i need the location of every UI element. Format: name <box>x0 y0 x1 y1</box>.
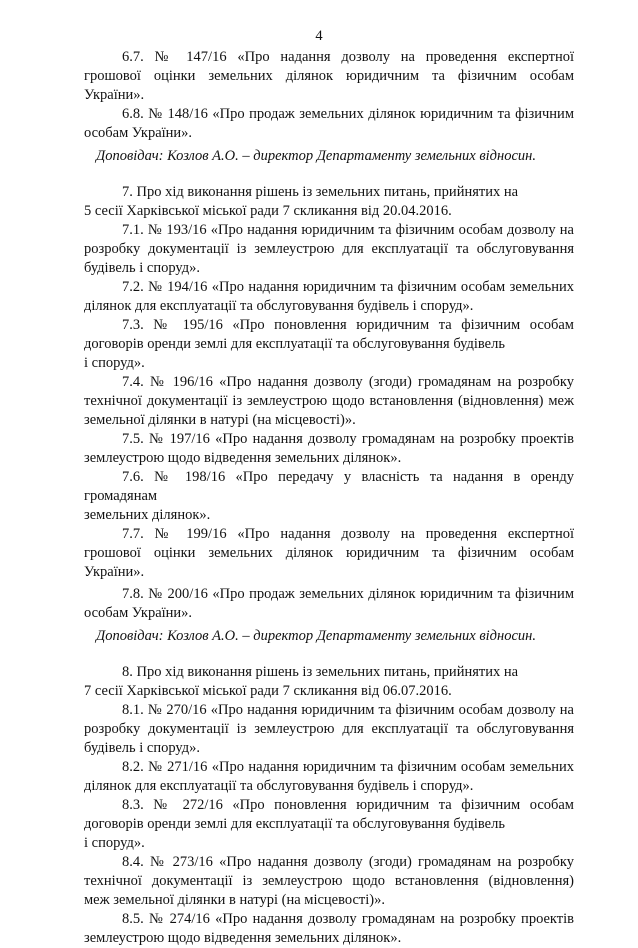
item-7-1-line-3: будівель і споруд». <box>84 260 200 276</box>
item-8-1-line-1: 8.1. № 270/16 «Про надання юридичним та фізичним особам дозволу на <box>122 702 574 718</box>
item-6-7-line-3: України». <box>84 87 145 103</box>
item-7-6-line-2: земельних ділянок». <box>84 507 211 523</box>
item-7-8-line-1: 7.8. № 200/16 «Про продаж земельних ділянок юридичним та фізичним <box>122 586 574 602</box>
item-6-7-line-2: грошової оцінки земельних ділянок юридичним та фізичним особам <box>84 68 574 84</box>
item-7-3-line-1: 7.3. № 195/16 «Про поновлення юридичним та фізичним особам <box>122 317 574 333</box>
section-8-line-1: 8. Про хід виконання рішень із земельних питань, прийнятих на <box>122 664 519 680</box>
item-7-7-line-2: грошової оцінки земельних ділянок юридичним та фізичним особам <box>84 545 574 561</box>
item-7-5-line-1: 7.5. № 197/16 «Про надання дозволу громадянам на розробку проектів <box>122 431 574 447</box>
item-8-5-line-1: 8.5. № 274/16 «Про надання дозволу громадянам на розробку проектів <box>122 911 574 927</box>
item-7-8-line-2: особам України». <box>84 605 193 621</box>
item-7-1-line-1: 7.1. № 193/16 «Про надання юридичним та фізичним особам дозволу на <box>122 222 574 238</box>
item-7-5-line-2: землеустрою щодо відведення земельних ділянок». <box>84 450 402 466</box>
item-7-3-line-3: і споруд». <box>84 355 145 371</box>
item-7-2-line-2: ділянок для експлуатації та обслуговування будівель і споруд». <box>84 298 474 314</box>
item-8-3-line-1: 8.3. № 272/16 «Про поновлення юридичним та фізичним особам <box>122 797 574 813</box>
item-8-4-line-2: технічної документації із землеустрою щодо встановлення (відновлення) <box>84 873 574 889</box>
item-8-1-line-3: будівель і споруд». <box>84 740 200 756</box>
item-7-7-line-1: 7.7. № 199/16 «Про надання дозволу на проведення експертної <box>122 526 574 542</box>
section-8-line-2: 7 сесії Харківської міської ради 7 скликання від 06.07.2016. <box>84 683 452 699</box>
item-8-5-line-2: землеустрою щодо відведення земельних ділянок». <box>84 930 402 946</box>
item-7-2-line-1: 7.2. № 194/16 «Про надання юридичним та фізичним особам земельних <box>122 279 574 295</box>
item-7-6-line-1: 7.6. № 198/16 «Про передачу у власність та надання в оренду громадянам <box>84 469 574 504</box>
document-body <box>84 48 574 948</box>
item-7-3-line-2: договорів оренди землі для експлуатації та обслуговування будівель <box>84 336 505 352</box>
item-8-4-line-3: меж земельної ділянки в натурі (на місцевості)». <box>84 892 385 908</box>
item-7-4-line-2: технічної документації із землеустрою щодо встановлення (відновлення) меж <box>84 393 574 409</box>
item-6-7-line-1: 6.7. № 147/16 «Про надання дозволу на проведення експертної <box>122 49 574 65</box>
speaker-line-2: Доповідач: Козлов А.О. – директор Департаменту земельних відносин. <box>96 628 536 644</box>
page-number: 4 <box>315 28 323 44</box>
section-7-line-2: 5 сесії Харківської міської ради 7 скликання від 20.04.2016. <box>84 203 452 219</box>
item-6-8-line-2: особам України». <box>84 125 193 141</box>
item-7-4-line-3: земельної ділянки в натурі (на місцевості)». <box>84 412 356 428</box>
item-6-8-line-1: 6.8. № 148/16 «Про продаж земельних ділянок юридичним та фізичним <box>122 106 574 122</box>
item-8-2-line-2: ділянок для експлуатації та обслуговування будівель і споруд». <box>84 778 474 794</box>
section-7-line-1: 7. Про хід виконання рішень із земельних питань, прийнятих на <box>122 184 519 200</box>
item-7-7-line-3: України». <box>84 564 145 580</box>
item-8-2-line-1: 8.2. № 271/16 «Про надання юридичним та фізичним особам земельних <box>122 759 574 775</box>
item-8-3-line-2: договорів оренди землі для експлуатації та обслуговування будівель <box>84 816 505 832</box>
item-8-4-line-1: 8.4. № 273/16 «Про надання дозволу (згоди) громадянам на розробку <box>122 854 574 870</box>
item-8-1-line-2: розробку документації із землеустрою для експлуатації та обслуговування <box>84 721 574 737</box>
speaker-line-1: Доповідач: Козлов А.О. – директор Департаменту земельних відносин. <box>96 148 536 164</box>
item-7-4-line-1: 7.4. № 196/16 «Про надання дозволу (згоди) громадянам на розробку <box>122 374 574 390</box>
item-7-1-line-2: розробку документації із землеустрою для експлуатації та обслуговування <box>84 241 574 257</box>
item-8-3-line-3: і споруд». <box>84 835 145 851</box>
